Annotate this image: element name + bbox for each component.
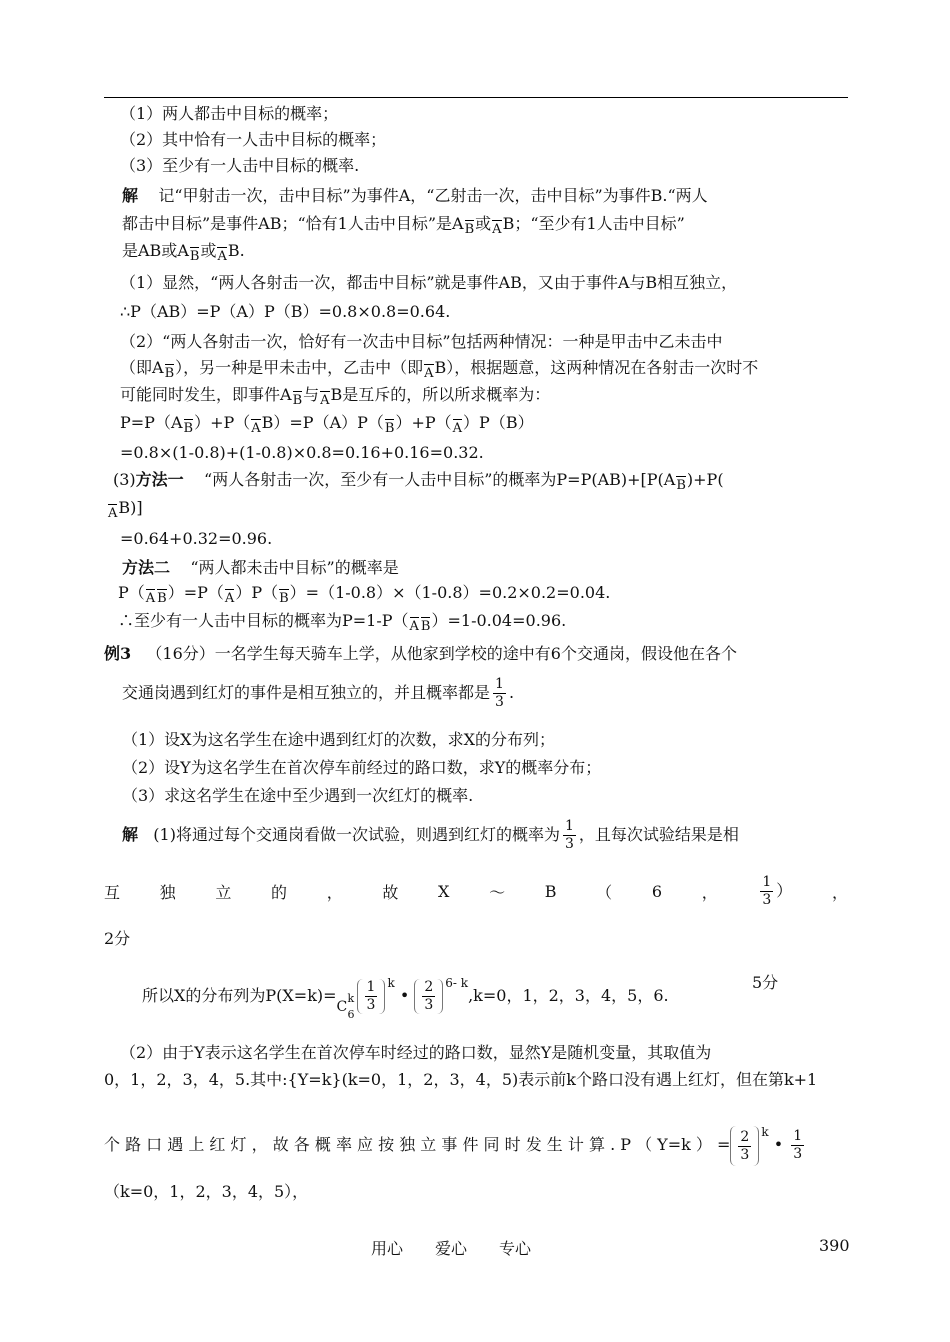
fraction-with-paren bbox=[757, 874, 792, 909]
word: 故 bbox=[382, 883, 399, 902]
method2-label: 方法二 bbox=[122, 558, 171, 577]
text: ）=P（ bbox=[167, 583, 224, 602]
text: “两人各射击一次，至少有一人击中目标”的概率为P=P(AB)+[P(A bbox=[204, 470, 676, 489]
page-number: 390 bbox=[819, 1236, 850, 1255]
sup: k bbox=[347, 991, 355, 1005]
part2-result: =0.8×(1-0.8)+(1-0.8)×0.8=0.16+0.16=0.32. bbox=[120, 443, 484, 462]
text: ）+P（ bbox=[194, 413, 251, 432]
method1-result: =0.64+0.32=0.96. bbox=[120, 529, 273, 548]
footer-text: 用心 爱心 专心 bbox=[371, 1239, 532, 1258]
text: B），根据题意，这两种情况在各射击一次时不 bbox=[434, 358, 759, 377]
numerator: 1 bbox=[564, 818, 574, 834]
text: B. bbox=[227, 241, 245, 260]
text: 可能同时发生，即事件A bbox=[120, 385, 292, 404]
b-bar: B bbox=[279, 588, 289, 610]
text: P（ bbox=[118, 583, 145, 602]
word: 互 bbox=[104, 883, 121, 902]
text: （16分）一名学生每天骑车上学，从他家到学校的途中有6个交通岗，假设他在各个 bbox=[146, 644, 737, 663]
example-label: 例3 bbox=[104, 644, 132, 663]
a-bar: A bbox=[424, 363, 433, 385]
b-bar: B bbox=[157, 588, 167, 610]
method1-line-1 bbox=[113, 469, 724, 497]
fraction-one-third bbox=[493, 676, 506, 711]
word: X bbox=[438, 882, 450, 901]
word: B bbox=[544, 882, 557, 901]
word: 6 bbox=[651, 882, 663, 901]
b-bar: B bbox=[385, 418, 395, 440]
a-bar: A bbox=[108, 503, 117, 525]
example-3-q3: （3）求这名学生在途中至少遇到一次红灯的概率. bbox=[122, 786, 474, 805]
solution3-distributed-line bbox=[104, 874, 848, 909]
a-bar: A bbox=[320, 390, 329, 412]
question-1: （1）两人都击中目标的概率； bbox=[120, 104, 339, 123]
denominator: 3 bbox=[762, 892, 772, 908]
text: ，且每次试验结果是相 bbox=[578, 825, 739, 844]
part2-line-b: 0，1，2，3，4，5.其中:{Y=k}(k=0，1，2，3，4，5)表示前k个路口没有遇上红灯，但在第k+1 bbox=[104, 1070, 818, 1089]
numerator: 1 bbox=[366, 979, 376, 995]
example-3-q2: （2）设Y为这名学生在首次停车前经过的路口数，求Y的概率分布； bbox=[122, 758, 602, 777]
b-bar: B bbox=[190, 246, 200, 268]
text: B是互斥的，所以所求概率为： bbox=[330, 385, 551, 404]
b-bar: B bbox=[165, 363, 175, 385]
fraction-one-third bbox=[563, 818, 576, 853]
text: 或 bbox=[200, 241, 217, 260]
text: 记“甲射击一次，击中目标”为事件A，“乙射击一次，击中目标”为事件B.“两人 bbox=[158, 186, 708, 205]
c: C bbox=[336, 998, 348, 1015]
word: ， bbox=[701, 883, 718, 902]
word: 立 bbox=[215, 883, 232, 902]
part2-line-3 bbox=[120, 384, 550, 412]
part2-line-a: （2）由于Y表示这名学生在首次停车时经过的路口数，显然Y是随机变量，其取值为 bbox=[120, 1043, 712, 1062]
denominator: 3 bbox=[495, 694, 504, 710]
b-bar: B bbox=[421, 616, 431, 638]
solution-intro-1 bbox=[122, 185, 708, 207]
example-3-heading bbox=[104, 643, 737, 665]
fraction-two-thirds bbox=[422, 979, 435, 1014]
fraction-two-thirds bbox=[738, 1129, 751, 1164]
part1-line-1: （1）显然，“两人各射击一次，都击中目标”就是事件AB，又由于事件A与B相互独立， bbox=[120, 273, 738, 292]
header-rule bbox=[104, 97, 848, 98]
sub: 6 bbox=[347, 1007, 355, 1021]
solution-intro-3 bbox=[122, 240, 245, 268]
word: 独 bbox=[159, 883, 176, 902]
text: (3) bbox=[113, 470, 136, 489]
part2-line-c bbox=[104, 1112, 807, 1166]
question-2: （2）其中恰有一人击中目标的概率； bbox=[120, 130, 387, 149]
word: 的 bbox=[271, 883, 288, 902]
text: (1)将通过每个交通岗看做一次试验，则遇到红灯的概率为 bbox=[153, 825, 560, 844]
a-bar: A bbox=[410, 616, 419, 638]
numerator: 2 bbox=[740, 1128, 750, 1145]
text: B)] bbox=[118, 498, 143, 517]
text: )+P( bbox=[686, 470, 724, 489]
text: P=P（A bbox=[120, 413, 183, 432]
example-3-q1: （1）设X为这名学生在途中遇到红灯的次数，求X的分布列； bbox=[122, 730, 555, 749]
fraction-one-third bbox=[791, 1128, 804, 1163]
text: “两人都未击中目标”的概率是 bbox=[190, 558, 399, 577]
b-bar: B bbox=[293, 390, 303, 412]
text: （即A bbox=[120, 358, 164, 377]
b-bar: B bbox=[184, 418, 194, 440]
text: ∴至少有一人击中目标的概率为P=1-P（ bbox=[118, 611, 409, 630]
word: ） bbox=[776, 881, 793, 900]
solution3-label: 解 bbox=[122, 825, 139, 844]
denominator: 3 bbox=[424, 997, 434, 1013]
text: 个 路 口 遇 上 红 灯 ， 故 各 概 率 应 按 独 立 事 件 同 时 发 生 计 算 . P （ Y=k ） = bbox=[104, 1135, 731, 1154]
method1-label: 方法一 bbox=[135, 470, 184, 489]
word: （ bbox=[596, 883, 613, 902]
b-bar: B bbox=[676, 475, 686, 497]
numerator: 1 bbox=[793, 1128, 803, 1144]
method2-line-1 bbox=[122, 557, 399, 579]
distribution-formula bbox=[142, 966, 669, 1021]
a-bar: A bbox=[453, 418, 462, 440]
b-bar: B bbox=[465, 219, 475, 241]
solution-label: 解 bbox=[122, 186, 139, 205]
text: 是AB或A bbox=[122, 241, 189, 260]
part2-line-2 bbox=[120, 357, 758, 385]
part2-line-1: （2）“两人各射击一次，恰好有一次击中目标”包括两种情况：一种是甲击中乙未击中 bbox=[120, 332, 723, 351]
denominator: 3 bbox=[793, 1146, 803, 1162]
paren-two-thirds bbox=[730, 1126, 759, 1166]
dot: • bbox=[773, 1135, 784, 1154]
text: 都击中目标”是事件AB；“恰有1人击中目标”是A bbox=[122, 214, 464, 233]
fraction-one-third bbox=[760, 874, 773, 909]
a-bar: A bbox=[251, 418, 260, 440]
word: ， bbox=[831, 883, 848, 902]
text: ）=1-0.04=0.96. bbox=[431, 611, 567, 630]
text: ）P（ bbox=[235, 583, 279, 602]
text: ）=（1-0.8）×（1-0.8）=0.2×0.2=0.04. bbox=[289, 583, 611, 602]
text: B）=P（A）P（ bbox=[261, 413, 384, 432]
a-bar: A bbox=[492, 219, 501, 241]
a-bar: A bbox=[217, 246, 226, 268]
numerator: 1 bbox=[495, 676, 504, 692]
text: 交通岗遇到红灯的事件是相互独立的，并且概率都是 bbox=[122, 683, 491, 702]
denominator: 3 bbox=[366, 997, 376, 1013]
text: ），另一种是甲未击中，乙击中（即 bbox=[175, 358, 424, 377]
text: 与 bbox=[303, 385, 320, 404]
question-3: （3）至少有一人击中目标的概率. bbox=[120, 156, 360, 175]
combination-symbol bbox=[336, 982, 357, 1021]
a-bar: A bbox=[225, 588, 234, 610]
exponent: k bbox=[761, 1125, 769, 1139]
paren-one-third bbox=[357, 979, 386, 1014]
solution3-line-1 bbox=[122, 818, 739, 853]
fraction-one-third bbox=[365, 979, 378, 1014]
text: 所以X的分布列为P(X=k)= bbox=[142, 986, 337, 1005]
denominator: 3 bbox=[740, 1146, 750, 1163]
example-3-line-2 bbox=[122, 676, 514, 711]
method2-formula bbox=[118, 582, 610, 610]
denominator: 3 bbox=[564, 836, 574, 852]
score-2: 2分 bbox=[104, 929, 131, 948]
numerator: 1 bbox=[762, 874, 772, 890]
text: . bbox=[508, 683, 515, 702]
method1-line-2 bbox=[107, 497, 143, 525]
numerator: 2 bbox=[424, 979, 434, 995]
exponent: k bbox=[387, 976, 395, 990]
word: ， bbox=[326, 883, 343, 902]
part2-formula bbox=[120, 412, 534, 440]
text: 或 bbox=[475, 214, 492, 233]
text: ,k=0，1，2，3，4，5，6. bbox=[468, 986, 669, 1005]
dot: • bbox=[399, 986, 410, 1005]
a-bar: A bbox=[146, 588, 155, 610]
score-5: 5分 bbox=[752, 973, 779, 992]
text: ）P（B） bbox=[463, 413, 534, 432]
text: ）+P（ bbox=[395, 413, 452, 432]
part1-line-2: ∴P（AB）=P（A）P（B）=0.8×0.8=0.64. bbox=[120, 302, 451, 321]
part2-line-d: （k=0，1，2，3，4，5）， bbox=[104, 1182, 309, 1201]
word: ～ bbox=[489, 883, 506, 902]
solution-intro-2 bbox=[122, 213, 685, 241]
text: B；“至少有1人击中目标” bbox=[502, 214, 685, 233]
exponent: 6- k bbox=[445, 976, 469, 990]
paren-two-thirds bbox=[414, 979, 443, 1014]
method2-result bbox=[118, 610, 566, 638]
